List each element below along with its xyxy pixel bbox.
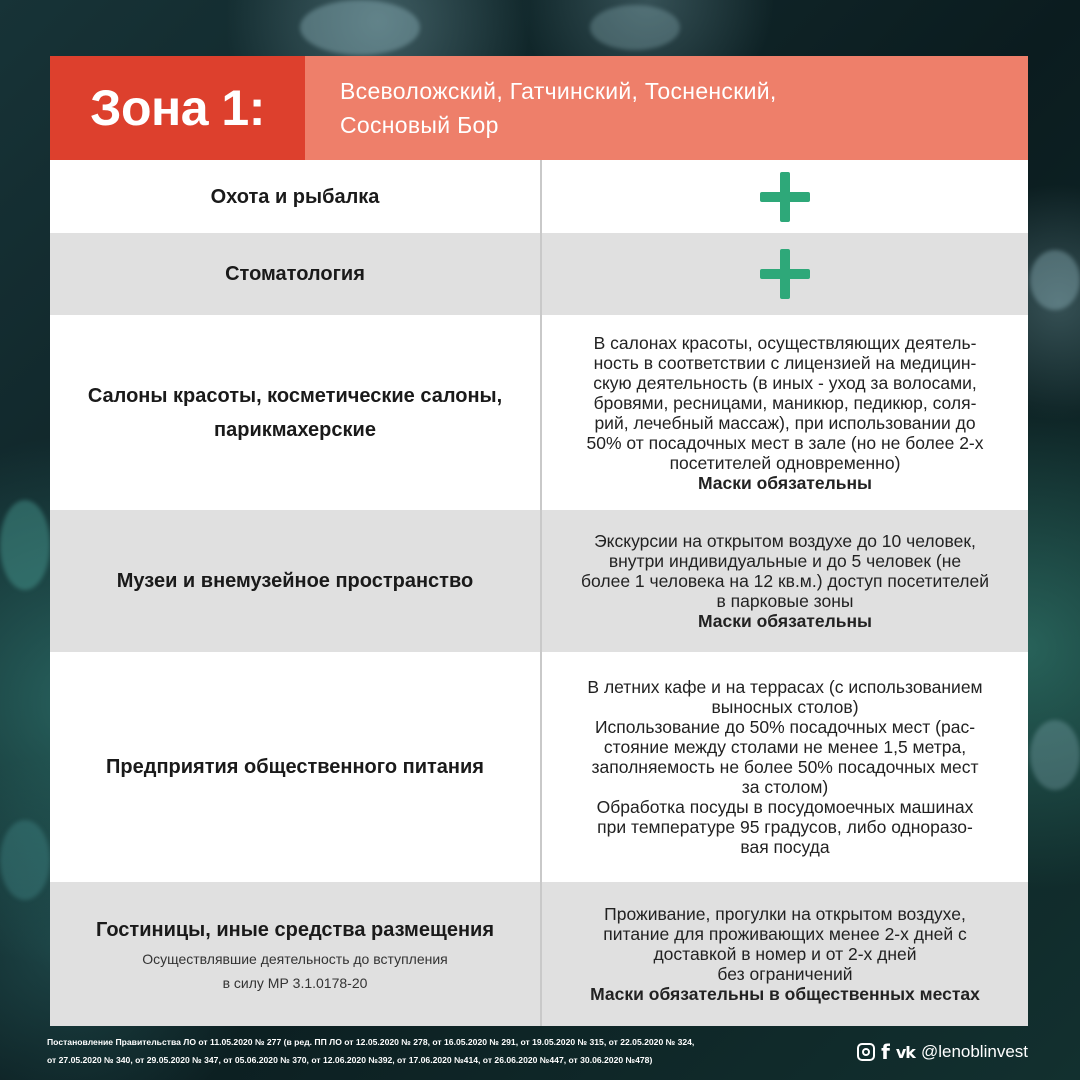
condition-text: выносных столов) [711, 697, 859, 717]
mask-requirement: Маски обязательны в общественных местах [590, 984, 980, 1004]
condition-text: питание для проживающих менее 2-х дней с [603, 924, 967, 944]
condition-text: заполняемость не более 50% посадочных мест [591, 757, 979, 777]
category-cell [50, 510, 542, 652]
zone-districts [305, 56, 1028, 160]
category-name: парикмахерские [214, 418, 376, 441]
category-name: Охота и рыбалка [210, 185, 380, 208]
category-subtext: Осуществлявшие деятельность до вступления [142, 951, 448, 967]
condition-text: скую деятельность (в иных - уход за волосами, [593, 372, 977, 393]
category-name: Музеи и внемузейное пространство [116, 570, 474, 592]
table-row [50, 882, 1028, 1026]
conditions-cell [542, 652, 1028, 882]
condition-text: более 1 человека на 12 кв.м.) доступ посетителей [581, 571, 989, 591]
districts-line: Сосновый Бор [340, 112, 499, 138]
condition-text: в парковые зоны [716, 591, 854, 611]
table-row [50, 652, 1028, 882]
category-subtext: в силу МР 3.1.0178-20 [222, 975, 368, 991]
condition-text: за столом) [741, 777, 829, 797]
legal-footnote [47, 1033, 827, 1069]
condition-text: Проживание, прогулки на открытом воздухе, [604, 904, 966, 924]
social-handle[interactable]: @lenoblinvest [920, 1042, 1028, 1061]
zone-table-card [50, 56, 1028, 1026]
conditions-cell [542, 510, 1028, 652]
background-virus-blob [0, 820, 50, 900]
condition-text: Использование до 50% посадочных мест (рас- [594, 717, 976, 737]
category-cell [50, 652, 542, 882]
zone-header [50, 56, 1028, 160]
conditions-cell [542, 315, 1028, 510]
category-cell [50, 160, 542, 233]
footnote-line: от 27.05.2020 № 340, от 29.05.2020 № 347, от 05.06.2020 № 370, от 12.06.2020 №392, от 17.06.2020 №414, от 26.06.2020 №447, от 30.06.2020 №478) [47, 1055, 653, 1065]
condition-text: В салонах красоты, осуществляющих деятель- [593, 332, 977, 353]
category-name: Предприятия общественного питания [106, 756, 484, 778]
plus-icon [760, 172, 810, 222]
mask-requirement: Маски обязательны [697, 472, 872, 493]
status-cell [542, 233, 1028, 315]
category-name: Стоматология [225, 263, 365, 285]
category-name: Салоны красоты, косметические салоны, [87, 384, 503, 407]
condition-text: без ограничений [717, 964, 853, 984]
status-cell [542, 160, 1028, 233]
background-virus-blob [1030, 720, 1080, 790]
table-row [50, 510, 1028, 652]
table-row [50, 160, 1028, 233]
condition-text: рий, лечебный массаж), при использовании до [594, 412, 976, 433]
mask-requirement: Маски обязательны [697, 611, 872, 631]
condition-text: Обработка посуды в посудомоечных машинах [596, 797, 974, 817]
condition-text: бровями, ресницами, маникюр, педикюр, соля- [593, 392, 977, 413]
facebook-icon[interactable]: f [881, 1040, 890, 1064]
vk-icon[interactable]: vk [895, 1042, 915, 1062]
condition-text: стояние между столами не менее 1,5 метра, [603, 737, 967, 757]
condition-text: В летних кафе и на террасах (с использованием [587, 677, 983, 697]
category-name: Гостиницы, иные средства размещения [95, 919, 495, 941]
category-cell [50, 233, 542, 315]
condition-text: ность в соответствии с лицензией на медицин- [593, 352, 977, 373]
conditions-cell [542, 882, 1028, 1026]
condition-text: при температуре 95 градусов, либо одноразо- [597, 817, 973, 837]
background-virus-blob [300, 0, 420, 55]
footnote-line: Постановление Правительства ЛО от 11.05.2020 № 277 (в ред. ПП ЛО от 12.05.2020 № 278, от 16.05.2020 № 291, от 19.05.2020 № 315, от 22.05.2020 № 324, [47, 1037, 695, 1047]
background-virus-blob [1030, 250, 1080, 310]
plus-icon [760, 249, 810, 299]
instagram-icon[interactable] [857, 1042, 875, 1062]
category-cell [50, 315, 542, 510]
condition-text: 50% от посадочных мест в зале (но не более 2-х [586, 432, 984, 453]
table-row [50, 315, 1028, 510]
zone-title: Зона 1: [50, 56, 305, 160]
table-row [50, 233, 1028, 315]
condition-text: внутри индивидуальные и до 5 человек (не [608, 551, 962, 571]
condition-text: доставкой в номер и от 2-х дней [653, 944, 917, 964]
districts-line: Всеволожский, Гатчинский, Тосненский, [340, 78, 777, 104]
background-virus-blob [0, 500, 50, 590]
condition-text: посетителей одновременно) [669, 452, 901, 473]
condition-text: Экскурсии на открытом воздухе до 10 человек, [594, 531, 976, 551]
condition-text: вая посуда [740, 837, 830, 857]
category-cell [50, 882, 542, 1026]
social-bar [857, 1042, 1028, 1062]
background-virus-blob [590, 5, 680, 50]
